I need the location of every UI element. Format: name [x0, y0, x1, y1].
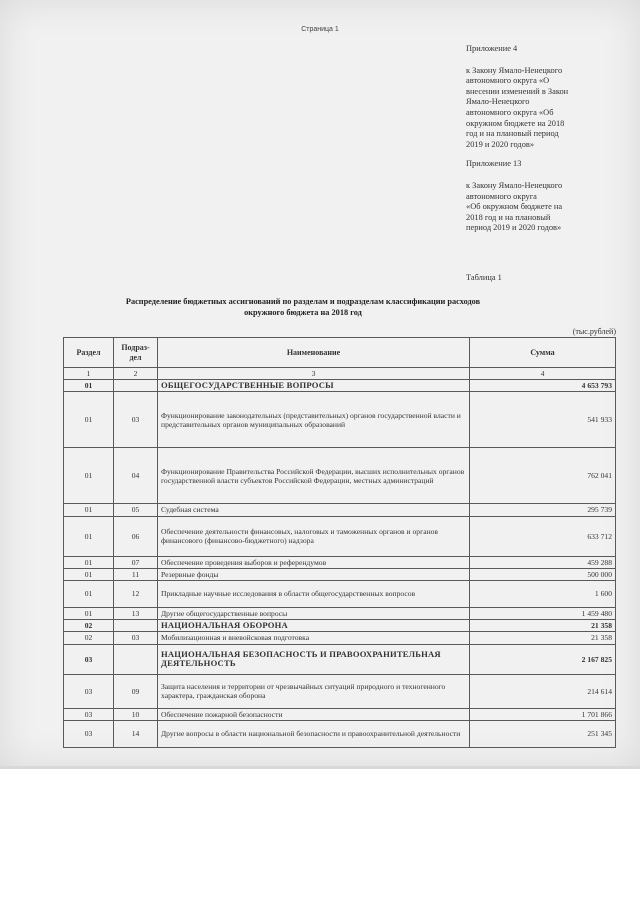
subsection-cell: 14 — [114, 720, 158, 747]
subsection-cell — [114, 620, 158, 632]
section-cell: 01 — [64, 516, 114, 556]
header-subsection: Подраз-дел — [114, 338, 158, 368]
table-row — [64, 504, 616, 516]
section-cell: 01 — [64, 448, 114, 504]
table-row — [64, 620, 616, 632]
numbering-cell: 3 — [158, 368, 470, 380]
name-cell: Обеспечение деятельности финансовых, налоговых и таможенных органов и органов финансового (финансово-бюджетного) надзора — [158, 516, 470, 556]
sum-cell: 541 933 — [470, 392, 616, 448]
subsection-cell: 03 — [114, 632, 158, 644]
table-row — [64, 448, 616, 504]
name-cell: Судебная система — [158, 504, 470, 516]
section-cell: 03 — [64, 674, 114, 708]
sum-cell: 1 600 — [470, 581, 616, 608]
section-cell: 03 — [64, 708, 114, 720]
sum-cell: 214 614 — [470, 674, 616, 708]
section-cell: 02 — [64, 620, 114, 632]
appendix-13-title: Приложение 13 — [466, 159, 522, 169]
sum-cell: 4 653 793 — [470, 380, 616, 392]
table-header-row — [64, 338, 616, 368]
document-title-line: окружного бюджета на 2018 год — [244, 308, 362, 317]
table-row — [64, 708, 616, 720]
appendix-4-line: автономного округа «О — [466, 76, 550, 86]
budget-table — [63, 337, 616, 748]
section-cell: 01 — [64, 581, 114, 608]
subsection-cell: 05 — [114, 504, 158, 516]
header-section: Раздел — [64, 338, 114, 368]
name-cell: Другие вопросы в области национальной безопасности и правоохранительной деятельности — [158, 720, 470, 747]
table-row — [64, 380, 616, 392]
table-label: Таблица 1 — [466, 273, 502, 282]
name-cell: Функционирование законодательных (представительных) органов государственной власти и представительных органов муниципальных образований — [158, 392, 470, 448]
name-cell: Обеспечение пожарной безопасности — [158, 708, 470, 720]
numbering-cell: 2 — [114, 368, 158, 380]
subsection-cell: 07 — [114, 556, 158, 568]
subsection-cell — [114, 380, 158, 392]
page-number-label: Страница 1 — [301, 26, 339, 33]
table-row — [64, 516, 616, 556]
units-label: (тыс.рублей) — [572, 327, 616, 336]
sum-cell: 2 167 825 — [470, 644, 616, 674]
name-cell: НАЦИОНАЛЬНАЯ БЕЗОПАСНОСТЬ И ПРАВООХРАНИТЕЛЬНАЯ ДЕЯТЕЛЬНОСТЬ — [158, 644, 470, 674]
subsection-cell: 13 — [114, 608, 158, 620]
table-row — [64, 581, 616, 608]
name-cell: Прикладные научные исследования в области общегосударственных вопросов — [158, 581, 470, 608]
table-numbering-row — [64, 368, 616, 380]
table-row — [64, 674, 616, 708]
subsection-cell: 09 — [114, 674, 158, 708]
sum-cell: 500 000 — [470, 568, 616, 580]
name-cell: Мобилизационная и вневойсковая подготовка — [158, 632, 470, 644]
appendix-4-line: автономного округа «Об — [466, 107, 554, 117]
header-sum: Сумма — [470, 338, 616, 368]
name-cell: НАЦИОНАЛЬНАЯ ОБОРОНА — [158, 620, 470, 632]
subsection-cell — [114, 644, 158, 674]
section-cell: 01 — [64, 380, 114, 392]
table-row — [64, 644, 616, 674]
appendix-4-block — [466, 44, 616, 234]
table-row — [64, 720, 616, 747]
section-cell: 01 — [64, 568, 114, 580]
table-row — [64, 608, 616, 620]
subsection-cell: 11 — [114, 568, 158, 580]
header-name: Наименование — [158, 338, 470, 368]
numbering-cell: 1 — [64, 368, 114, 380]
section-cell: 03 — [64, 644, 114, 674]
sum-cell: 21 358 — [470, 632, 616, 644]
appendix-4-line: год и на плановый период — [466, 129, 559, 139]
subsection-cell: 10 — [114, 708, 158, 720]
document-title — [88, 296, 518, 318]
appendix-4-line: к Закону Ямало-Ненецкого — [466, 65, 563, 75]
table-row — [64, 632, 616, 644]
appendix-13-line: 2018 год и на плановый — [466, 212, 551, 222]
appendix-13-line: «Об окружном бюджете на — [466, 202, 563, 212]
sum-cell: 1 459 480 — [470, 608, 616, 620]
sum-cell: 295 739 — [470, 504, 616, 516]
name-cell: Функционирование Правительства Российской Федерации, высших исполнительных органов государственной власти субъектов Российской Федерации, местных администраций — [158, 448, 470, 504]
appendix-13-line: период 2019 и 2020 годов» — [466, 223, 562, 233]
sum-cell: 1 701 866 — [470, 708, 616, 720]
table-row — [64, 568, 616, 580]
section-cell: 03 — [64, 720, 114, 747]
sum-cell: 251 345 — [470, 720, 616, 747]
name-cell: Обеспечение проведения выборов и референдумов — [158, 556, 470, 568]
subsection-cell: 04 — [114, 448, 158, 504]
scan-edge — [0, 766, 640, 769]
section-cell: 02 — [64, 632, 114, 644]
appendix-4-line: внесении изменений в Закон — [466, 86, 569, 96]
numbering-cell: 4 — [470, 368, 616, 380]
section-cell: 01 — [64, 608, 114, 620]
sum-cell: 21 358 — [470, 620, 616, 632]
table-row — [64, 556, 616, 568]
name-cell: Другие общегосударственные вопросы — [158, 608, 470, 620]
name-cell: Резервные фонды — [158, 568, 470, 580]
document-title-line: Распределение бюджетных ассигнований по разделам и подразделам классификации расходов — [125, 297, 481, 306]
name-cell: ОБЩЕГОСУДАРСТВЕННЫЕ ВОПРОСЫ — [158, 380, 470, 392]
appendix-4-line: 2019 и 2020 годов» — [466, 139, 535, 149]
subsection-cell: 12 — [114, 581, 158, 608]
appendix-4-line: окружном бюджете на 2018 — [466, 118, 565, 128]
section-cell: 01 — [64, 504, 114, 516]
subsection-cell: 03 — [114, 392, 158, 448]
table-row — [64, 392, 616, 448]
name-cell: Защита населения и территории от чрезвычайных ситуаций природного и техногенного характера, гражданская оборона — [158, 674, 470, 708]
appendix-4-line: Ямало-Ненецкого — [466, 97, 530, 107]
section-cell: 01 — [64, 392, 114, 448]
subsection-cell: 06 — [114, 516, 158, 556]
appendix-4-title: Приложение 4 — [466, 44, 518, 53]
appendix-13-line: автономного округа — [466, 191, 537, 201]
section-cell: 01 — [64, 556, 114, 568]
sum-cell: 762 041 — [470, 448, 616, 504]
appendix-13-line: к Закону Ямало-Ненецкого — [466, 180, 563, 190]
sum-cell: 633 712 — [470, 516, 616, 556]
sum-cell: 459 288 — [470, 556, 616, 568]
